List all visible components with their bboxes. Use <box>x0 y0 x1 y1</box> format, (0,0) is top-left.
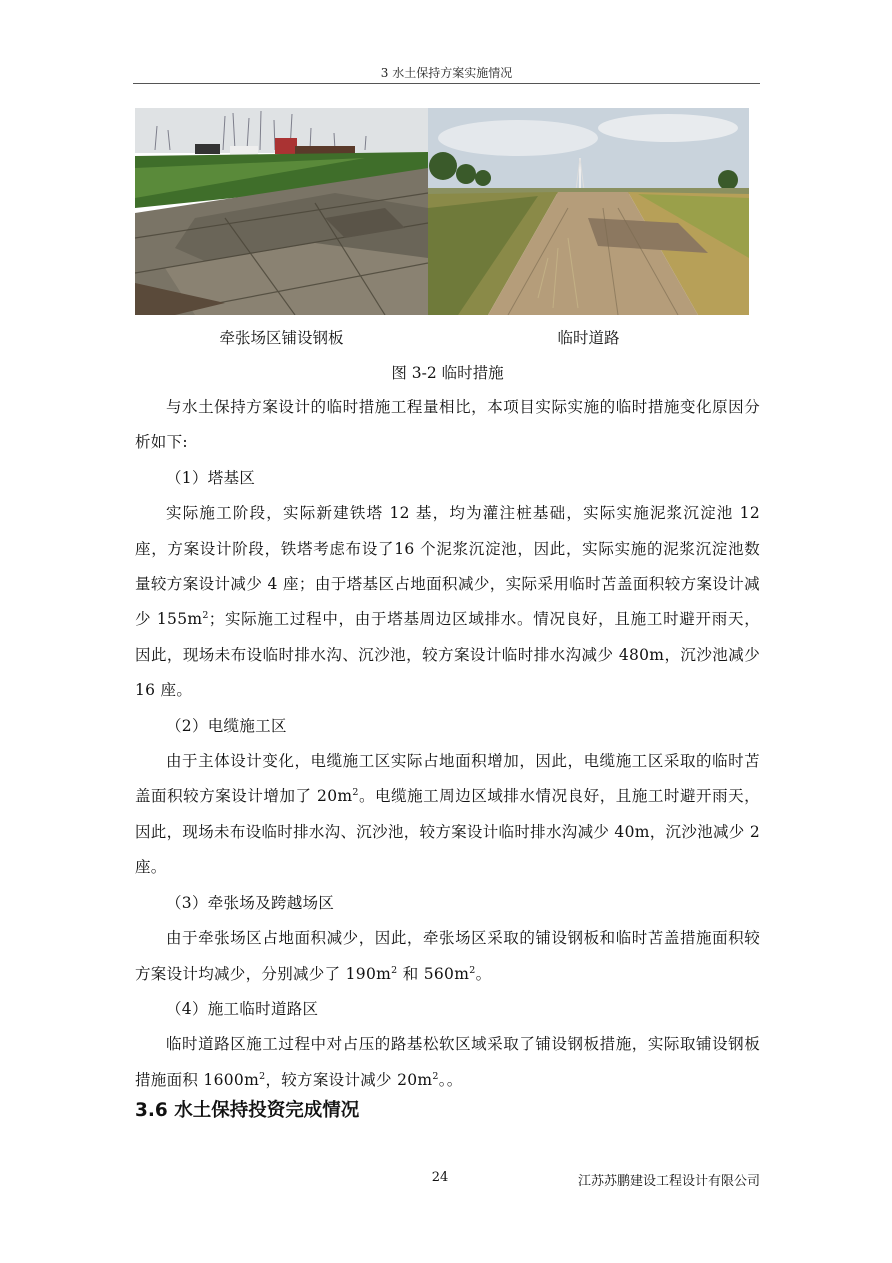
intro-paragraph: 与水土保持方案设计的临时措施工程量相比，本项目实际实施的临时措施变化原因分析如下: <box>135 398 760 452</box>
right-photo-caption: 临时道路 <box>557 329 620 347</box>
section-2-paragraph: 由于主体设计变化，电缆施工区实际占地面积增加，因此，电缆施工区采取的临时苫盖面积较方案设计增加了 $20m^2$。电缆施工周边区域排水情况良好，且施工时避开雨天，因此，现场未布设临时排水沟、沉沙池，较方案设计临时排水沟减少 40m，沉沙池减少 2 座。 <box>135 752 760 877</box>
left-photo-caption: 牵张场区铺设钢板 <box>219 329 344 347</box>
body-text <box>135 390 760 1098</box>
section-1-title: （1）塔基区 <box>166 468 256 487</box>
photo-steel-plates <box>135 108 428 315</box>
header-rule <box>133 83 760 84</box>
section-4-paragraph: 临时道路区施工过程中对占压的路基松软区域采取了铺设钢板措施，实际取铺设钢板措施面积 $1600m^2$，较方案设计减少 $20m^2$。。 <box>135 1035 760 1089</box>
running-header: 3 水土保持方案实施情况 <box>380 66 513 80</box>
company-name: 江苏苏鹏建设工程设计有限公司 <box>577 1174 760 1189</box>
section-3-title: （3）牵张场及跨越场区 <box>166 893 335 912</box>
page-number: 24 <box>431 1170 449 1185</box>
photo-temporary-road <box>428 108 749 315</box>
section-heading-3-6: 3.6 水土保持投资完成情况 <box>135 1100 360 1121</box>
figure-caption: 图 3-2 临时措施 <box>391 364 504 382</box>
section-2-title: （2）电缆施工区 <box>166 716 287 735</box>
section-3-paragraph: 由于牵张场区占地面积减少，因此，牵张场区采取的铺设钢板和临时苫盖措施面积较方案设计均减少，分别减少了 $190m^2$ 和 $560m^2$。 <box>135 929 760 983</box>
section-4-title: （4）施工临时道路区 <box>166 999 319 1018</box>
section-1-paragraph: 实际施工阶段，实际新建铁塔 12 基，均为灌注桩基础，实际实施泥浆沉淀池 12 座，方案设计阶段，铁塔考虑布设了16 个泥浆沉淀池，因此，实际实施的泥浆沉淀池数量较方案设计减少 4 座；由于塔基区占地面积减少，实际采用临时苫盖面积较方案设计减少 $155m^2$；实际施工过程中，由于塔基周边区域排水。情况良好，且施工时避开雨天，因此，现场未布设临时排水沟、沉沙池，较方案设计临时排水沟减少 480m，沉沙池减少 16 座。 <box>135 504 761 700</box>
